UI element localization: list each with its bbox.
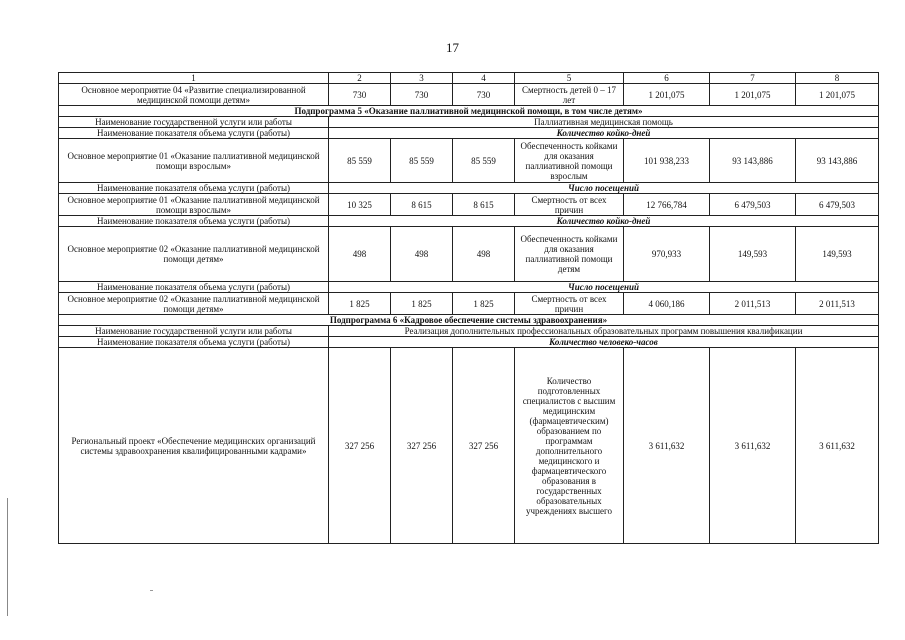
row-label: Наименование государственной услуги или работы — [59, 326, 329, 337]
table-row — [59, 227, 879, 282]
activity-name: Региональный проект «Обеспечение медицинских организаций системы здравоохранения квалифицированными кадрами» — [59, 348, 329, 544]
service-name: Паллиативная медицинская помощь — [329, 117, 879, 128]
service-name: Реализация дополнительных профессиональных образовательных программ повышения квалификации — [329, 326, 879, 337]
value-cell: 149,593 — [796, 227, 879, 282]
value-cell: 8 615 — [391, 194, 453, 216]
activity-name: Основное мероприятие 02 «Оказание паллиативной медицинской помощи детям» — [59, 227, 329, 282]
scan-edge-mark — [7, 498, 8, 616]
table-row — [59, 194, 879, 216]
volume-indicator-name: Количество человеко-часов — [329, 337, 879, 348]
value-cell: 85 559 — [329, 139, 391, 183]
table-row — [59, 326, 879, 337]
value-cell: 4 060,186 — [624, 293, 710, 315]
indicator-cell: Обеспеченность койками для оказания паллиативной помощи взрослым — [515, 139, 624, 183]
value-cell: 498 — [329, 227, 391, 282]
value-cell: 3 611,632 — [624, 348, 710, 544]
value-cell: 85 559 — [453, 139, 515, 183]
row-label: Наименование показателя объема услуги (работы) — [59, 128, 329, 139]
value-cell: 730 — [329, 84, 391, 106]
value-cell: 6 479,503 — [796, 194, 879, 216]
table-row — [59, 117, 879, 128]
table-header-row — [59, 73, 879, 84]
value-cell: 101 938,233 — [624, 139, 710, 183]
value-cell: 1 825 — [391, 293, 453, 315]
table-row — [59, 293, 879, 315]
table-row — [59, 84, 879, 106]
value-cell: 3 611,632 — [710, 348, 796, 544]
row-label: Наименование показателя объема услуги (работы) — [59, 183, 329, 194]
value-cell: 1 201,075 — [624, 84, 710, 106]
volume-indicator-name: Количество койко-дней — [329, 216, 879, 227]
header-cell: 7 — [710, 73, 796, 84]
header-cell: 6 — [624, 73, 710, 84]
header-cell: 3 — [391, 73, 453, 84]
value-cell: 970,933 — [624, 227, 710, 282]
value-cell: 6 479,503 — [710, 194, 796, 216]
activity-name: Основное мероприятие 02 «Оказание паллиативной медицинской помощи детям» — [59, 293, 329, 315]
volume-indicator-name: Число посещений — [329, 183, 879, 194]
value-cell: 93 143,886 — [796, 139, 879, 183]
indicator-cell: Смертность от всех причин — [515, 194, 624, 216]
header-cell: 1 — [59, 73, 329, 84]
value-cell: 1 825 — [329, 293, 391, 315]
header-cell: 2 — [329, 73, 391, 84]
header-cell: 5 — [515, 73, 624, 84]
activity-name: Основное мероприятие 01 «Оказание паллиативной медицинской помощи взрослым» — [59, 194, 329, 216]
subprogram-row — [59, 106, 879, 117]
value-cell: 730 — [391, 84, 453, 106]
indicator-cell: Количество подготовленных специалистов с высшим медицинским (фармацевтическим) образованием по программам дополнительного медицинского и фармацевтического образования в государственных образовательных учреждениях высшего — [515, 348, 624, 544]
value-cell: 327 256 — [329, 348, 391, 544]
value-cell: 8 615 — [453, 194, 515, 216]
subprogram-row — [59, 315, 879, 326]
scan-speck — [150, 590, 153, 591]
table-row — [59, 216, 879, 227]
header-cell: 4 — [453, 73, 515, 84]
row-label: Наименование показателя объема услуги (работы) — [59, 216, 329, 227]
row-label: Наименование показателя объема услуги (работы) — [59, 337, 329, 348]
table-row — [59, 139, 879, 183]
row-label: Наименование государственной услуги или работы — [59, 117, 329, 128]
table-row — [59, 183, 879, 194]
table-row — [59, 337, 879, 348]
header-cell: 8 — [796, 73, 879, 84]
value-cell: 12 766,784 — [624, 194, 710, 216]
volume-indicator-name: Число посещений — [329, 282, 879, 293]
indicator-cell: Смертность детей 0 – 17 лет — [515, 84, 624, 106]
subprogram-title: Подпрограмма 5 «Оказание паллиативной медицинской помощи, в том числе детям» — [59, 106, 879, 117]
value-cell: 730 — [453, 84, 515, 106]
activity-name: Основное мероприятие 01 «Оказание паллиативной медицинской помощи взрослым» — [59, 139, 329, 183]
value-cell: 1 201,075 — [796, 84, 879, 106]
table-row — [59, 128, 879, 139]
page-number: 17 — [446, 40, 459, 55]
value-cell: 327 256 — [391, 348, 453, 544]
indicator-table — [58, 72, 879, 544]
value-cell: 1 825 — [453, 293, 515, 315]
value-cell: 498 — [453, 227, 515, 282]
value-cell: 85 559 — [391, 139, 453, 183]
volume-indicator-name: Количество койко-дней — [329, 128, 879, 139]
subprogram-title: Подпрограмма 6 «Кадровое обеспечение системы здравоохранения» — [59, 315, 879, 326]
activity-name: Основное мероприятие 04 «Развитие специализированной медицинской помощи детям» — [59, 84, 329, 106]
value-cell: 1 201,075 — [710, 84, 796, 106]
indicator-cell: Смертность от всех причин — [515, 293, 624, 315]
value-cell: 3 611,632 — [796, 348, 879, 544]
table-row — [59, 348, 879, 544]
value-cell: 2 011,513 — [710, 293, 796, 315]
table-row — [59, 282, 879, 293]
row-label: Наименование показателя объема услуги (работы) — [59, 282, 329, 293]
value-cell: 2 011,513 — [796, 293, 879, 315]
value-cell: 149,593 — [710, 227, 796, 282]
value-cell: 498 — [391, 227, 453, 282]
value-cell: 327 256 — [453, 348, 515, 544]
value-cell: 93 143,886 — [710, 139, 796, 183]
indicator-cell: Обеспеченность койками для оказания паллиативной помощи детям — [515, 227, 624, 282]
value-cell: 10 325 — [329, 194, 391, 216]
